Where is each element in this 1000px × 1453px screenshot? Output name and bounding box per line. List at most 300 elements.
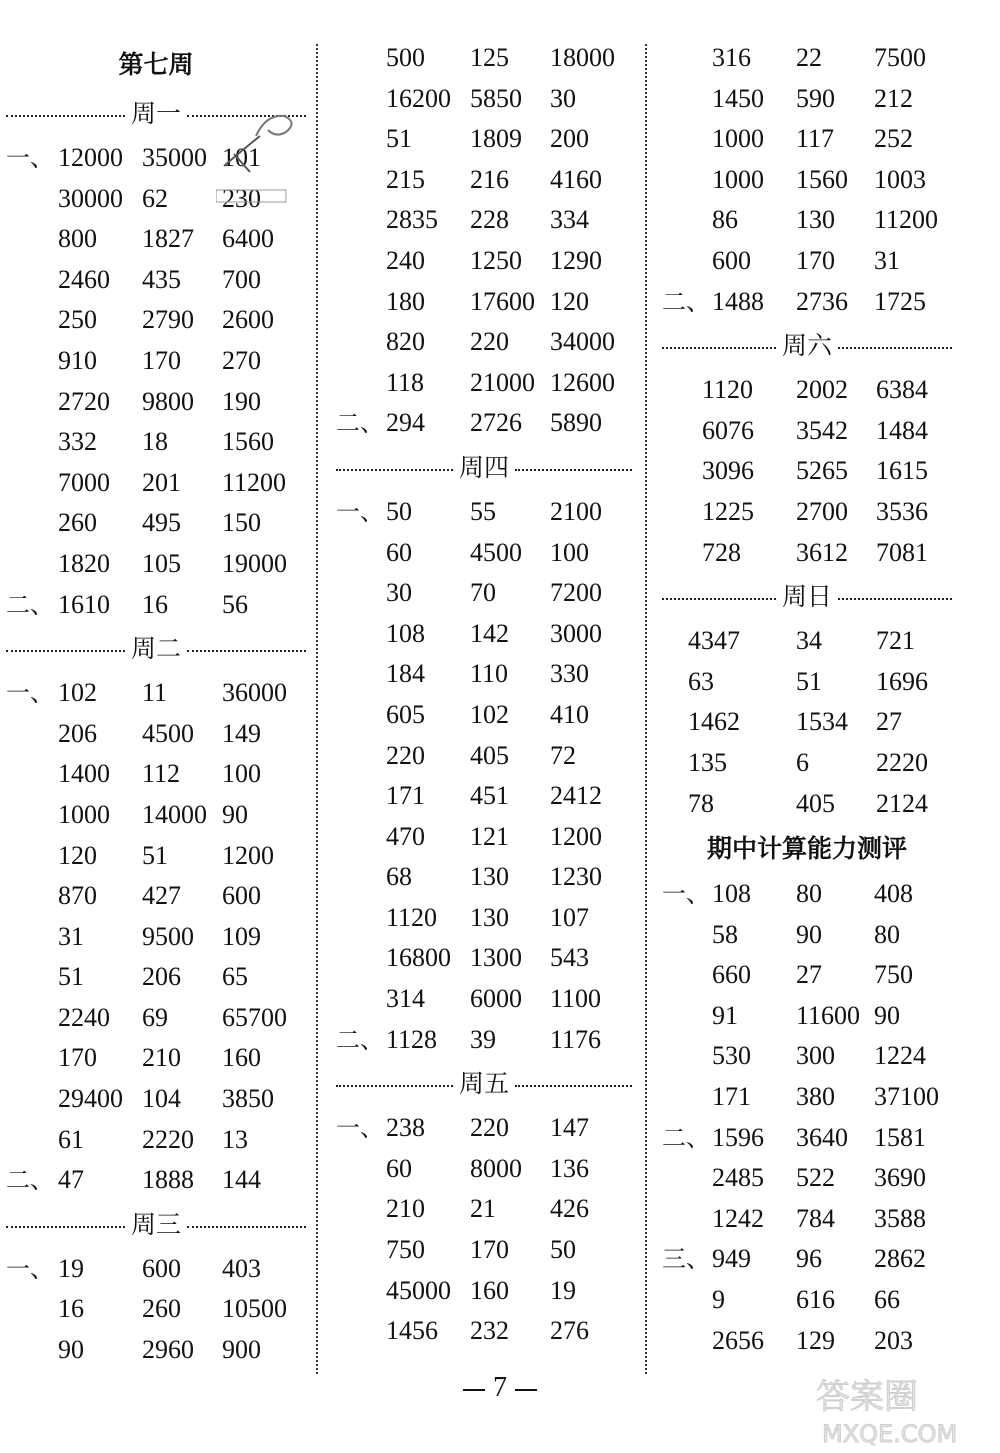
- column-1: [6, 40, 306, 1371]
- answer-value: 11600: [796, 1000, 861, 1030]
- answer-value: 101: [222, 143, 261, 172]
- answer-grid: [662, 282, 952, 323]
- answer-value: 949: [712, 1244, 751, 1274]
- answer-row: [6, 1079, 306, 1120]
- answer-value: 3850: [222, 1084, 274, 1114]
- answer-row: [662, 370, 952, 411]
- answer-row: [6, 422, 306, 463]
- day-label: 周四: [459, 452, 510, 482]
- answer-value: 4160: [550, 164, 602, 194]
- answer-value: 2835: [386, 205, 438, 235]
- answer-value: 260: [58, 508, 97, 538]
- answer-value: 66: [874, 1285, 900, 1315]
- question-marker: 二、: [6, 590, 54, 619]
- answer-value: 16200: [386, 83, 451, 113]
- answer-value: 34000: [550, 327, 615, 357]
- answer-row: [6, 754, 306, 795]
- answer-row: [662, 662, 952, 703]
- answer-row: [336, 1149, 632, 1190]
- answer-value: 1610: [58, 589, 110, 619]
- column-2: [336, 38, 632, 1352]
- answer-value: 19: [58, 1253, 84, 1283]
- answer-value: 30: [386, 578, 412, 608]
- answer-value: 405: [470, 740, 509, 770]
- answer-value: 51: [142, 840, 168, 870]
- answer-grid: [662, 370, 952, 573]
- answer-row: [336, 492, 632, 533]
- answer-value: 3588: [874, 1203, 926, 1233]
- answer-value: 6384: [876, 375, 928, 405]
- answer-value: 51: [58, 962, 84, 992]
- answer-grid: [336, 38, 632, 403]
- midterm-title: 期中计算能力测评: [706, 834, 907, 864]
- answer-row: [6, 1120, 306, 1161]
- answer-value: 1120: [702, 375, 754, 405]
- answer-value: 108: [386, 618, 425, 648]
- page-number: 7: [0, 1372, 1000, 1404]
- answer-value: 31: [58, 921, 84, 951]
- answer-row: [6, 998, 306, 1039]
- answer-value: 5850: [470, 83, 522, 113]
- answer-grid: [6, 1160, 306, 1201]
- answer-value: 500: [386, 43, 425, 72]
- answer-value: 39: [470, 1024, 496, 1054]
- answer-grid: [336, 1108, 632, 1352]
- question-marker: 一、: [6, 679, 54, 708]
- answer-value: 220: [470, 327, 509, 357]
- answer-value: 11200: [222, 467, 287, 497]
- answer-row: [6, 1249, 306, 1290]
- answer-value: 600: [142, 1253, 181, 1283]
- answer-value: 3612: [796, 537, 848, 567]
- answer-value: 276: [550, 1316, 589, 1346]
- answer-row: [662, 38, 952, 79]
- answer-value: 105: [142, 548, 181, 578]
- answer-value: 2726: [470, 408, 522, 438]
- answer-row: [662, 282, 952, 323]
- answer-value: 600: [222, 881, 261, 911]
- answer-value: 435: [142, 264, 181, 294]
- answer-value: 238: [386, 1113, 425, 1143]
- question-marker: 二、: [6, 1166, 54, 1195]
- answer-grid: [662, 1239, 952, 1361]
- answer-value: 180: [386, 286, 425, 316]
- answer-value: 206: [58, 718, 97, 748]
- answer-row: [336, 241, 632, 282]
- answer-row: [662, 1239, 952, 1280]
- answer-value: 200: [550, 124, 589, 154]
- answer-value: 230: [222, 183, 261, 213]
- answer-value: 215: [386, 164, 425, 194]
- answer-value: 1820: [58, 548, 110, 578]
- answer-value: 6: [796, 747, 809, 777]
- day-divider-wed: [6, 1201, 306, 1249]
- answer-value: 102: [58, 678, 97, 708]
- week-title: 第七周: [118, 50, 194, 79]
- answer-row: [336, 160, 632, 201]
- answer-value: 332: [58, 427, 97, 457]
- answer-row: [6, 795, 306, 836]
- question-marker: 一、: [662, 880, 710, 909]
- answer-value: 50: [386, 496, 412, 526]
- answer-value: 1000: [712, 164, 764, 194]
- answer-value: 403: [222, 1253, 261, 1283]
- answer-value: 1450: [712, 83, 764, 113]
- answer-value: 90: [58, 1335, 84, 1365]
- answer-value: 1200: [550, 821, 602, 851]
- day-label: 周二: [131, 634, 182, 664]
- answer-value: 216: [470, 164, 509, 194]
- answer-value: 18: [142, 427, 168, 457]
- answer-row: [662, 200, 952, 241]
- answer-value: 3640: [796, 1122, 848, 1152]
- answer-value: 1596: [712, 1122, 764, 1152]
- answer-value: 2720: [58, 386, 110, 416]
- question-marker: 二、: [662, 287, 710, 316]
- answer-value: 65700: [222, 1002, 287, 1032]
- answer-value: 142: [470, 618, 509, 648]
- answer-value: 1827: [142, 224, 194, 254]
- answer-value: 130: [796, 205, 835, 235]
- answer-row: [336, 1189, 632, 1230]
- answer-grid: [6, 585, 306, 626]
- answer-value: 3096: [702, 456, 754, 486]
- grading-mark-icon: [216, 96, 298, 214]
- answer-value: 616: [796, 1285, 835, 1315]
- answer-value: 19000: [222, 548, 287, 578]
- answer-grid: [662, 1118, 952, 1240]
- answer-value: 90: [222, 799, 248, 829]
- answer-value: 55: [470, 496, 496, 526]
- answer-value: 80: [874, 919, 900, 949]
- answer-value: 380: [796, 1082, 835, 1112]
- answer-value: 31: [874, 245, 900, 275]
- answer-row: [662, 1158, 952, 1199]
- answer-value: 4500: [470, 537, 522, 567]
- day-label: 周一: [131, 99, 182, 128]
- answer-value: 125: [470, 43, 509, 72]
- answer-row: [6, 341, 306, 382]
- answer-value: 170: [58, 1043, 97, 1073]
- answer-value: 29400: [58, 1084, 123, 1114]
- answer-value: 2124: [876, 788, 928, 818]
- answer-value: 170: [796, 245, 835, 275]
- answer-value: 5890: [550, 408, 602, 438]
- answer-value: 1250: [470, 245, 522, 275]
- answer-value: 45000: [386, 1275, 451, 1305]
- answer-row: [662, 1036, 952, 1077]
- answer-value: 18000: [550, 43, 615, 72]
- day-label: 周三: [131, 1209, 182, 1239]
- answer-value: 9500: [142, 921, 194, 951]
- answer-value: 16: [58, 1294, 84, 1324]
- answer-value: 2460: [58, 264, 110, 294]
- answer-row: [336, 363, 632, 404]
- answer-value: 334: [550, 205, 589, 235]
- question-marker: 二、: [336, 1025, 384, 1054]
- svg-text:答案圈: 答案圈: [816, 1377, 918, 1417]
- answer-row: [336, 282, 632, 323]
- answer-value: 900: [222, 1335, 261, 1365]
- answer-value: 1725: [874, 286, 926, 316]
- answer-value: 1230: [550, 862, 602, 892]
- answer-row: [6, 876, 306, 917]
- answer-grid: [662, 874, 952, 1118]
- answer-row: [662, 79, 952, 120]
- answer-value: 232: [470, 1316, 509, 1346]
- answer-value: 58: [712, 919, 738, 949]
- answer-value: 47: [58, 1165, 84, 1195]
- answer-value: 34: [796, 626, 822, 656]
- answer-row: [6, 585, 306, 626]
- answer-row: [336, 1271, 632, 1312]
- answer-value: 1100: [550, 984, 602, 1014]
- answer-value: 1484: [876, 415, 928, 445]
- answer-grid: [662, 38, 952, 282]
- answer-value: 120: [58, 840, 97, 870]
- answer-row: [6, 300, 306, 341]
- answer-value: 220: [470, 1113, 509, 1143]
- answer-row: [6, 1160, 306, 1201]
- answer-value: 1581: [874, 1122, 926, 1152]
- answer-value: 51: [796, 666, 822, 696]
- answer-row: [336, 573, 632, 614]
- answer-value: 1456: [386, 1316, 438, 1346]
- question-marker: 一、: [6, 144, 54, 172]
- answer-value: 109: [222, 921, 261, 951]
- answer-row: [662, 784, 952, 825]
- answer-value: 51: [386, 124, 412, 154]
- answer-value: 56: [222, 589, 248, 619]
- answer-value: 70: [470, 578, 496, 608]
- answer-value: 750: [874, 960, 913, 990]
- answer-value: 410: [550, 699, 589, 729]
- answer-value: 144: [222, 1165, 261, 1195]
- answer-value: 660: [712, 960, 751, 990]
- answer-value: 2700: [796, 496, 848, 526]
- answer-value: 3690: [874, 1163, 926, 1193]
- answer-value: 270: [222, 345, 261, 375]
- answer-value: 21000: [470, 367, 535, 397]
- answer-value: 9: [712, 1285, 725, 1315]
- answer-value: 102: [470, 699, 509, 729]
- answer-row: [6, 673, 306, 714]
- answer-value: 2412: [550, 781, 602, 811]
- answer-grid: [662, 621, 952, 824]
- answer-value: 784: [796, 1203, 835, 1233]
- answer-value: 1242: [712, 1203, 764, 1233]
- day-divider-sun: [662, 573, 952, 621]
- answer-value: 2002: [796, 375, 848, 405]
- answer-value: 800: [58, 224, 97, 254]
- answer-value: 22: [796, 43, 822, 72]
- answer-row: [336, 817, 632, 858]
- answer-row: [6, 1289, 306, 1330]
- answer-grid: [336, 1020, 632, 1061]
- answer-value: 1888: [142, 1165, 194, 1195]
- answer-row: [662, 621, 952, 662]
- column-3: [662, 38, 952, 1361]
- answer-value: 170: [142, 345, 181, 375]
- answer-row: [336, 1108, 632, 1149]
- day-divider-thu: [336, 444, 632, 492]
- answer-row: [662, 1077, 952, 1118]
- answer-value: 590: [796, 83, 835, 113]
- question-marker: 二、: [336, 409, 384, 438]
- answer-value: 100: [550, 537, 589, 567]
- answer-value: 1615: [876, 456, 928, 486]
- answer-value: 80: [796, 879, 822, 909]
- answer-value: 72: [550, 740, 576, 770]
- answer-row: [336, 403, 632, 444]
- answer-value: 171: [712, 1082, 751, 1112]
- answer-value: 149: [222, 718, 261, 748]
- answer-value: 50: [550, 1235, 576, 1265]
- question-marker: 一、: [336, 1114, 384, 1143]
- answer-value: 1696: [876, 666, 928, 696]
- answer-value: 7500: [874, 43, 926, 72]
- answer-value: 37100: [874, 1082, 939, 1112]
- answer-row: [662, 241, 952, 282]
- answer-value: 90: [796, 919, 822, 949]
- answer-value: 605: [386, 699, 425, 729]
- answer-value: 451: [470, 781, 509, 811]
- question-marker: 一、: [336, 497, 384, 526]
- answer-value: 3542: [796, 415, 848, 445]
- answer-value: 27: [796, 960, 822, 990]
- answer-row: [336, 1311, 632, 1352]
- answer-value: 36000: [222, 678, 287, 708]
- answer-value: 12600: [550, 367, 615, 397]
- answer-row: [336, 322, 632, 363]
- answer-value: 1225: [702, 496, 754, 526]
- answer-value: 1400: [58, 759, 110, 789]
- answer-value: 1560: [222, 427, 274, 457]
- answer-value: 314: [386, 984, 425, 1014]
- answer-value: 150: [222, 508, 261, 538]
- answer-value: 1176: [550, 1024, 602, 1054]
- answer-row: [662, 915, 952, 956]
- answer-value: 1290: [550, 245, 602, 275]
- answer-value: 190: [222, 386, 261, 416]
- answer-value: 5265: [796, 456, 848, 486]
- question-marker: 三、: [662, 1245, 710, 1274]
- answer-row: [662, 411, 952, 452]
- day-divider-tue: [6, 625, 306, 673]
- answer-row: [336, 979, 632, 1020]
- answer-row: [662, 1280, 952, 1321]
- answer-value: 240: [386, 245, 425, 275]
- answer-value: 910: [58, 345, 97, 375]
- answer-value: 2485: [712, 1163, 764, 1193]
- answer-value: 820: [386, 327, 425, 357]
- answer-value: 11200: [874, 205, 939, 235]
- answer-row: [6, 957, 306, 998]
- answer-row: [336, 898, 632, 939]
- answer-value: 108: [712, 879, 751, 909]
- answer-value: 1128: [386, 1024, 438, 1054]
- answer-value: 19: [550, 1275, 576, 1305]
- answer-row: [662, 119, 952, 160]
- answer-value: 2656: [712, 1325, 764, 1355]
- answer-grid: [336, 492, 632, 1020]
- answer-value: 1120: [386, 902, 438, 932]
- answer-value: 1000: [712, 124, 764, 154]
- answer-value: 495: [142, 508, 181, 538]
- answer-value: 1560: [796, 164, 848, 194]
- answer-value: 9800: [142, 386, 194, 416]
- answer-value: 60: [386, 1153, 412, 1183]
- answer-value: 1488: [712, 286, 764, 316]
- answer-value: 2240: [58, 1002, 110, 1032]
- answer-row: [662, 955, 952, 996]
- answer-value: 2960: [142, 1335, 194, 1365]
- answer-row: [336, 695, 632, 736]
- answer-value: 721: [876, 626, 915, 656]
- answer-row: [336, 938, 632, 979]
- answer-row: [336, 119, 632, 160]
- answer-value: 17600: [470, 286, 535, 316]
- answer-value: 220: [386, 740, 425, 770]
- column-divider-left: [316, 44, 318, 1374]
- answer-value: 1224: [874, 1041, 926, 1071]
- answer-value: 118: [386, 367, 425, 397]
- answer-row: [6, 463, 306, 504]
- answer-row: [6, 544, 306, 585]
- answer-value: 330: [550, 659, 589, 689]
- answer-row: [6, 917, 306, 958]
- answer-value: 6400: [222, 224, 274, 254]
- answer-value: 522: [796, 1163, 835, 1193]
- answer-value: 2736: [796, 286, 848, 316]
- answer-value: 90: [874, 1000, 900, 1030]
- answer-value: 530: [712, 1041, 751, 1071]
- answer-row: [662, 160, 952, 201]
- answer-value: 130: [470, 902, 509, 932]
- answer-value: 136: [550, 1153, 589, 1183]
- answer-value: 470: [386, 821, 425, 851]
- answer-value: 100: [222, 759, 261, 789]
- answer-value: 1462: [688, 707, 740, 737]
- answer-row: [662, 451, 952, 492]
- answer-row: [336, 614, 632, 655]
- answer-value: 130: [470, 862, 509, 892]
- answer-value: 543: [550, 943, 589, 973]
- answer-value: 107: [550, 902, 589, 932]
- answer-value: 3536: [876, 496, 928, 526]
- answer-value: 2100: [550, 496, 602, 526]
- answer-value: 294: [386, 408, 425, 438]
- answer-grid: [336, 403, 632, 444]
- answer-value: 63: [688, 666, 714, 696]
- answer-row: [662, 1321, 952, 1362]
- answer-value: 210: [386, 1194, 425, 1224]
- day-label: 周日: [782, 582, 833, 612]
- answer-value: 8000: [470, 1153, 522, 1183]
- answer-row: [6, 382, 306, 423]
- answer-value: 117: [796, 124, 835, 154]
- answer-value: 30: [550, 83, 576, 113]
- answer-value: 78: [688, 788, 714, 818]
- answer-value: 1809: [470, 124, 522, 154]
- answer-value: 60: [386, 537, 412, 567]
- question-marker: 一、: [6, 1254, 54, 1283]
- answer-value: 250: [58, 305, 97, 335]
- answer-value: 6000: [470, 984, 522, 1014]
- answer-value: 210: [142, 1043, 181, 1073]
- answer-row: [662, 492, 952, 533]
- answer-value: 68: [386, 862, 412, 892]
